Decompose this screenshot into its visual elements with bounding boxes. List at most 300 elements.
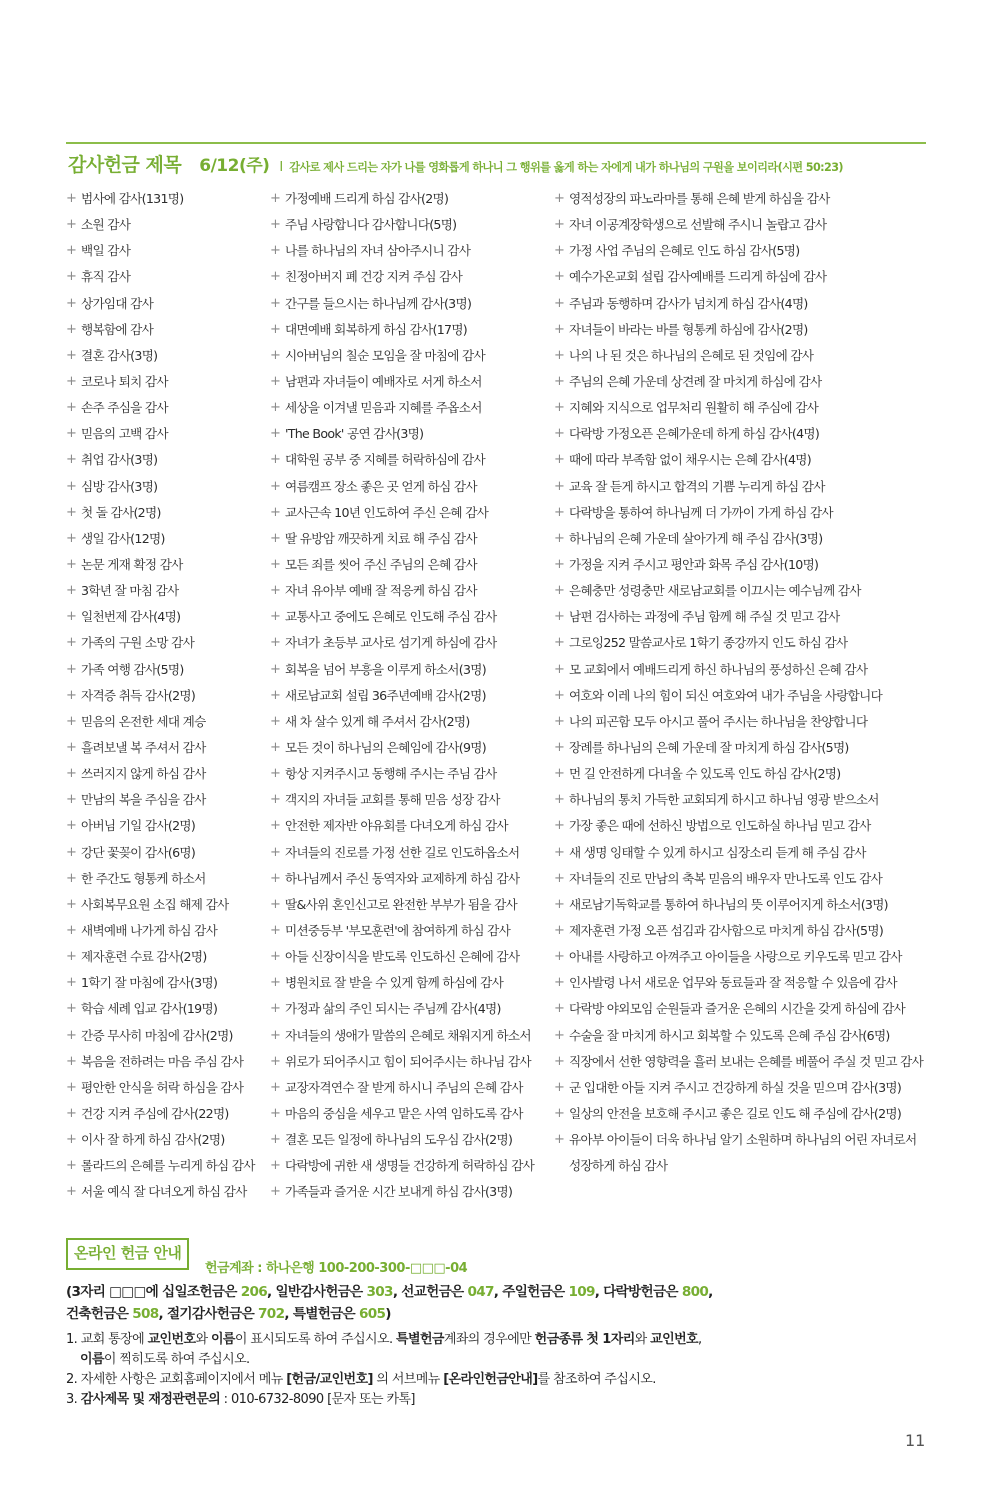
thanks-item <box>554 972 934 998</box>
plus-icon: + <box>66 792 77 808</box>
thanks-item <box>554 842 934 868</box>
thanks-item-text: 인사발령 나서 새로운 업무와 동료들과 잘 적응할 수 있음에 감사 <box>569 975 897 991</box>
text-segment: , 일반감사헌금은 <box>266 1284 367 1300</box>
thanks-item-text: 아내를 사랑하고 아껴주고 아이들을 사랑으로 키우도록 믿고 감사 <box>569 949 902 965</box>
plus-icon: + <box>66 1132 77 1148</box>
thanks-item-text: 행복함에 감사 <box>81 321 154 337</box>
thanks-item <box>270 737 550 763</box>
thanks-item-text: 시아버님의 칠순 모임을 잘 마침에 감사 <box>285 347 485 363</box>
thanks-item <box>66 659 266 685</box>
plus-icon: + <box>66 896 77 912</box>
thanks-item <box>554 815 934 841</box>
thanks-item <box>270 502 550 528</box>
thanks-item <box>66 319 266 345</box>
thanks-item <box>270 998 550 1024</box>
thanks-item-text: 아들 신장이식을 받도록 인도하신 은혜에 감사 <box>285 949 520 965</box>
plus-icon: + <box>554 426 565 442</box>
thanks-item <box>66 842 266 868</box>
plus-icon: + <box>66 687 77 703</box>
thanks-item-text: 다락방 가정오픈 은혜가운데 하게 하심 감사(4명) <box>569 426 820 442</box>
thanks-item <box>270 528 550 554</box>
emphasis-text: [헌금/교인번호] <box>286 1372 373 1387</box>
offering-codes <box>66 1281 946 1325</box>
thanks-item <box>270 946 550 972</box>
plus-icon: + <box>270 295 281 311</box>
section-date: 6/12(주) <box>199 156 270 176</box>
thanks-item-text: 하나님께서 주신 동역자와 교제하게 하심 감사 <box>285 870 520 886</box>
thanks-item <box>270 659 550 685</box>
thanks-item-text: 간증 무사히 마침에 감사(2명) <box>81 1027 233 1043</box>
plus-icon: + <box>66 818 77 834</box>
plus-icon: + <box>270 1132 281 1148</box>
thanks-item-text: 딸 유방암 깨끗하게 치료 해 주심 감사 <box>285 530 477 546</box>
thanks-item <box>270 293 550 319</box>
thanks-item-text: 새로남기독학교를 통하여 하나님의 뜻 이루어지게 하소서(3명) <box>569 896 888 912</box>
thanks-item <box>270 815 550 841</box>
thanks-item-text: 자녀들의 진로 만남의 축복 믿음의 배우자 만나도록 인도 감사 <box>569 870 883 886</box>
thanks-item-text: 소원 감사 <box>81 217 131 233</box>
thanks-item <box>66 293 266 319</box>
thanks-item <box>270 580 550 606</box>
thanks-item-text: 먼 길 안전하게 다녀올 수 있도록 인도 하심 감사(2명) <box>569 766 841 782</box>
thanks-item-continued: 성장하게 하심 감사 <box>569 1158 668 1174</box>
plus-icon: + <box>270 269 281 285</box>
thanks-item <box>554 371 934 397</box>
text-segment: 와 <box>195 1332 211 1347</box>
plus-icon: + <box>270 739 281 755</box>
thanks-item <box>66 920 266 946</box>
plus-icon: + <box>554 478 565 494</box>
text-segment: , <box>698 1332 702 1347</box>
plus-icon: + <box>66 269 77 285</box>
thanks-item-text: 세상을 이겨낼 믿음과 지혜를 주옵소서 <box>285 400 482 416</box>
text-segment: 와 <box>634 1332 651 1347</box>
thanks-item <box>66 528 266 554</box>
thanks-item-text: 교사근속 10년 인도하여 주신 은혜 감사 <box>285 504 489 520</box>
text-segment: , <box>708 1284 713 1300</box>
plus-icon: + <box>554 661 565 677</box>
plus-icon: + <box>270 1184 281 1200</box>
plus-icon: + <box>270 896 281 912</box>
thanks-item-text: 첫 돌 감사(2명) <box>81 504 161 520</box>
plus-icon: + <box>554 922 565 938</box>
thanks-item <box>66 554 266 580</box>
thanks-item-text: 위로가 되어주시고 힘이 되어주시는 하나님 감사 <box>285 1053 531 1069</box>
plus-icon: + <box>66 321 77 337</box>
plus-icon: + <box>554 504 565 520</box>
thanks-item-text: 일상의 안전을 보호해 주시고 좋은 길로 인도 해 주심에 감사(2명) <box>569 1105 902 1121</box>
thanks-item-text: 이사 잘 하게 하심 감사(2명) <box>81 1132 225 1148</box>
plus-icon: + <box>270 400 281 416</box>
text-segment: 를 참조하여 주십시오. <box>537 1372 656 1387</box>
thanks-item <box>554 659 934 685</box>
page-number: 11 <box>905 1431 926 1450</box>
thanks-item <box>554 737 934 763</box>
thanks-item <box>270 188 550 214</box>
plus-icon: + <box>66 922 77 938</box>
thanks-item-text: 제자훈련 수료 감사(2명) <box>81 949 207 965</box>
plus-icon: + <box>66 635 77 651</box>
thanks-item <box>554 946 934 972</box>
thanks-item <box>554 423 934 449</box>
thanks-item <box>66 711 266 737</box>
thanks-item-text: 여호와 이레 나의 힘이 되신 여호와여 내가 주님을 사랑합니다 <box>569 687 883 703</box>
thanks-item <box>270 868 550 894</box>
plus-icon: + <box>554 1105 565 1121</box>
plus-icon: + <box>554 896 565 912</box>
thanks-item-text: 코로나 퇴치 감사 <box>81 373 168 389</box>
plus-icon: + <box>270 504 281 520</box>
plus-icon: + <box>554 870 565 886</box>
plus-icon: + <box>66 1079 77 1095</box>
thanks-item-text: 가족의 구원 소망 감사 <box>81 635 195 651</box>
emphasis-text: 교인번호 <box>147 1332 196 1347</box>
thanks-item <box>270 423 550 449</box>
plus-icon: + <box>270 583 281 599</box>
thanks-item <box>270 1181 550 1207</box>
offering-codes-line-1 <box>66 1281 946 1303</box>
thanks-item-text: 교통사고 중에도 은혜로 인도해 주심 감사 <box>285 609 497 625</box>
thanks-item <box>270 214 550 240</box>
thanks-item <box>66 214 266 240</box>
thanks-item-text: 군 입대한 아들 지켜 주시고 건강하게 하실 것을 믿으며 감사(3명) <box>569 1079 902 1095</box>
emphasis-text: 특별헌금 <box>396 1332 444 1347</box>
thanks-item <box>66 502 266 528</box>
thanks-item <box>270 789 550 815</box>
thanks-item-text: 나의 피곤함 모두 아시고 풀어 주시는 하나님을 찬양합니다 <box>569 713 868 729</box>
thanks-item-text: 회복을 넘어 부흥을 이루게 하소서(3명) <box>285 661 486 677</box>
plus-icon: + <box>270 661 281 677</box>
thanks-item <box>554 998 934 1024</box>
thanks-item-text: 새벽예배 나가게 하심 감사 <box>81 922 218 938</box>
thanks-item <box>554 1025 934 1051</box>
plus-icon: + <box>270 1001 281 1017</box>
thanks-item-text: 자녀가 초등부 교사로 섬기게 하심에 감사 <box>285 635 497 651</box>
thanks-item <box>66 423 266 449</box>
plus-icon: + <box>270 321 281 337</box>
emphasis-text: 교인번호 <box>650 1332 699 1347</box>
emphasis-text: 이름 <box>210 1332 235 1347</box>
thanks-item <box>270 842 550 868</box>
plus-icon: + <box>270 1053 281 1069</box>
plus-icon: + <box>66 373 77 389</box>
plus-icon: + <box>270 844 281 860</box>
text-segment: 건축헌금은 <box>66 1306 133 1322</box>
offering-code: 303 <box>366 1284 393 1300</box>
thanks-item-text: 마음의 중심을 세우고 맡은 사역 임하도록 감사 <box>285 1105 523 1121</box>
thanks-item <box>270 1155 550 1181</box>
plus-icon: + <box>66 243 77 259</box>
plus-icon: + <box>270 975 281 991</box>
thanks-column-3 <box>554 188 934 1181</box>
thanks-item-text: 다락방 야외모임 순원들과 즐거운 은혜의 시간을 갖게 하심에 감사 <box>569 1001 905 1017</box>
plus-icon: + <box>554 243 565 259</box>
section-title: 감사헌금 제목 <box>68 154 182 176</box>
plus-icon: + <box>270 478 281 494</box>
thanks-item <box>66 371 266 397</box>
thanks-item-text: 손주 주심을 감사 <box>81 400 168 416</box>
offering-code: 800 <box>681 1284 709 1300</box>
thanks-item <box>66 397 266 423</box>
thanks-item <box>554 502 934 528</box>
thanks-item-text: 교장자격연수 잘 받게 하시니 주님의 은혜 감사 <box>285 1079 523 1095</box>
thanks-item-text: 항상 지켜주시고 동행해 주시는 주님 감사 <box>285 766 497 782</box>
plus-icon: + <box>66 766 77 782</box>
thanks-item <box>270 763 550 789</box>
offering-account: 헌금계좌 : 하나은행 100-200-300-□□□-04 <box>205 1261 468 1276</box>
thanks-item <box>66 1155 266 1181</box>
thanks-item-text: 가족들과 즐거운 시간 보내게 하심 감사(3명) <box>285 1184 513 1200</box>
thanks-item <box>66 632 266 658</box>
thanks-item <box>554 319 934 345</box>
thanks-item-text: 친정아버지 폐 건강 지켜 주심 감사 <box>285 269 463 285</box>
plus-icon: + <box>66 713 77 729</box>
thanks-item-text: 흘려보낼 복 주셔서 감사 <box>81 739 206 755</box>
thanks-item-text: 휴직 감사 <box>81 269 131 285</box>
thanks-item-text: 남편과 자녀들이 예배자로 서게 하소서 <box>285 373 482 389</box>
thanks-item <box>554 345 934 371</box>
text-segment: 의 서브메뉴 <box>372 1372 444 1387</box>
thanks-item-text: 제자훈련 가정 오픈 섬김과 감사함으로 마치게 하심 감사(5명) <box>569 922 884 938</box>
plus-icon: + <box>66 1158 77 1174</box>
thanks-item-text: 서울 예식 잘 다녀오게 하심 감사 <box>81 1184 247 1200</box>
plus-icon: + <box>554 373 565 389</box>
thanks-item <box>66 763 266 789</box>
plus-icon: + <box>66 609 77 625</box>
note-1 <box>66 1330 946 1350</box>
thanks-item-text: 복음을 전하려는 마음 주심 감사 <box>81 1053 244 1069</box>
thanks-item-text: 하나님의 통치 가득한 교회되게 하시고 하나님 영광 받으소서 <box>569 792 879 808</box>
thanks-item <box>66 1103 266 1129</box>
plus-icon: + <box>270 818 281 834</box>
thanks-item-text: 새 차 살수 있게 해 주셔서 감사(2명) <box>285 713 470 729</box>
plus-icon: + <box>66 583 77 599</box>
thanks-item-text: 하나님의 은혜 가운데 살아가게 해 주심 감사(3명) <box>569 530 823 546</box>
thanks-item-text: 다락방을 통하여 하나님께 더 가까이 가게 하심 감사 <box>569 504 833 520</box>
thanks-item-text: 믿음의 고백 감사 <box>81 426 168 442</box>
plus-icon: + <box>554 583 565 599</box>
thanks-item <box>270 685 550 711</box>
thanks-item-text: 주님 사랑합니다 감사합니다(5명) <box>285 217 457 233</box>
thanks-item-text: 나를 하나님의 자녀 삼아주시니 감사 <box>285 243 471 259</box>
thanks-item-text: 가장 좋은 때에 선하신 방법으로 인도하실 하나님 믿고 감사 <box>569 818 871 834</box>
thanks-item <box>554 266 934 292</box>
plus-icon: + <box>554 269 565 285</box>
plus-icon: + <box>270 687 281 703</box>
thanks-item-text: 아버님 기일 감사(2명) <box>81 818 196 834</box>
plus-icon: + <box>554 818 565 834</box>
thanks-column-1 <box>66 188 266 1207</box>
thanks-item-text: 강단 꽃꽂이 감사(6명) <box>81 844 196 860</box>
thanks-item <box>554 632 934 658</box>
online-offering-label: 온라인 헌금 안내 <box>66 1238 189 1270</box>
plus-icon: + <box>554 1053 565 1069</box>
plus-icon: + <box>554 1001 565 1017</box>
plus-icon: + <box>66 504 77 520</box>
thanks-item-text: 3학년 잘 마침 감사 <box>81 583 179 599</box>
plus-icon: + <box>554 792 565 808</box>
thanks-item <box>554 606 934 632</box>
thanks-item <box>66 894 266 920</box>
plus-icon: + <box>554 1027 565 1043</box>
plus-icon: + <box>270 609 281 625</box>
thanks-item <box>554 214 934 240</box>
plus-icon: + <box>270 922 281 938</box>
thanks-item <box>66 1051 266 1077</box>
thanks-item-text: 객지의 자녀들 교회를 통해 믿음 성장 감사 <box>285 792 500 808</box>
thanks-item <box>66 476 266 502</box>
thanks-item <box>554 554 934 580</box>
offering-code: 206 <box>240 1284 267 1300</box>
plus-icon: + <box>270 191 281 206</box>
bible-verse: 감사로 제사 드리는 자가 나를 영화롭게 하나니 그 행위를 옳게 하는 자에게 내가 하나님의 구원을 보이리라(시편 50:23) <box>289 161 843 174</box>
thanks-item <box>270 1103 550 1129</box>
thanks-item-text: 생일 감사(12명) <box>81 530 165 546</box>
thanks-item-text: 가족 여행 감사(5명) <box>81 661 184 677</box>
thanks-item <box>554 476 934 502</box>
thanks-item <box>270 1129 550 1155</box>
thanks-item-text: 안전한 제자반 야유회를 다녀오게 하심 감사 <box>285 818 508 834</box>
thanks-item-text: 일천번제 감사(4명) <box>81 609 181 625</box>
thanks-item <box>270 606 550 632</box>
plus-icon: + <box>554 400 565 416</box>
plus-icon: + <box>270 452 281 468</box>
plus-icon: + <box>554 347 565 363</box>
text-segment: 이 표시되도록 하여 주십시오. <box>234 1332 397 1347</box>
thanks-item-text: 자녀들의 생애가 말씀의 은혜로 채워지게 하소서 <box>285 1027 531 1043</box>
offering-code: 508 <box>132 1306 159 1322</box>
thanks-item-text: 자녀 유아부 예배 잘 적응케 하심 감사 <box>285 583 477 599</box>
text-segment: 3. <box>66 1392 81 1407</box>
plus-icon: + <box>554 766 565 782</box>
thanks-item-text: 직장에서 선한 영향력을 흘러 보내는 은혜를 베풀어 주실 것 믿고 감사 <box>569 1053 924 1069</box>
offering-code: 702 <box>258 1306 285 1322</box>
thanks-item-text: 수술을 잘 마치게 하시고 회복할 수 있도록 은혜 주심 감사(6명) <box>569 1027 890 1043</box>
plus-icon: + <box>554 635 565 651</box>
thanks-item <box>554 449 934 475</box>
thanks-item <box>270 397 550 423</box>
thanks-item-text: 평안한 안식을 허락 하심을 감사 <box>81 1079 244 1095</box>
plus-icon: + <box>66 870 77 886</box>
text-segment: , 절기감사헌금은 <box>158 1306 259 1322</box>
thanks-item <box>270 449 550 475</box>
thanks-item <box>66 345 266 371</box>
thanks-item-text: 1학기 잘 마침에 감사(3명) <box>81 975 218 991</box>
thanks-item-text: 롤라드의 은혜를 누리게 하심 감사 <box>81 1158 255 1174</box>
thanks-item-text: 주님과 동행하며 감사가 넘치게 하심 감사(4명) <box>569 295 808 311</box>
text-segment: , 선교헌금은 <box>392 1284 468 1300</box>
thanks-item-text: 영적성장의 파노라마를 통해 은혜 받게 하심을 감사 <box>569 191 830 206</box>
thanks-item-text: 은혜충만 성령충만 새로남교회를 이끄시는 예수님께 감사 <box>569 583 861 599</box>
thanks-item-text: 새 생명 잉태할 수 있게 하시고 심장소리 듣게 해 주심 감사 <box>569 844 866 860</box>
plus-icon: + <box>554 191 565 206</box>
text-segment: ) <box>385 1306 391 1322</box>
text-segment: : 010-6732-8090 [문자 또는 카톡] <box>220 1392 415 1407</box>
thanks-item-text: 가정과 삶의 주인 되시는 주님께 감사(4명) <box>285 1001 501 1017</box>
plus-icon: + <box>270 1079 281 1095</box>
thanks-item <box>554 711 934 737</box>
thanks-item-text: 심방 감사(3명) <box>81 478 158 494</box>
thanks-item <box>270 920 550 946</box>
thanks-item <box>554 894 934 920</box>
thanks-item <box>66 1181 266 1207</box>
thanks-item <box>270 554 550 580</box>
thanks-item-text: 결혼 모든 일정에 하나님의 도우심 감사(2명) <box>285 1132 513 1148</box>
thanks-item-text: 주님의 은혜 가운데 상견례 잘 마치게 하심에 감사 <box>569 373 822 389</box>
text-segment: , 주일헌금은 <box>493 1284 569 1300</box>
thanks-column-2 <box>270 188 550 1207</box>
thanks-item <box>66 1129 266 1155</box>
thanks-item-text: 가정을 지켜 주시고 평안과 화목 주심 감사(10명) <box>569 556 819 572</box>
thanks-item-text: 건강 지켜 주심에 감사(22명) <box>81 1105 229 1121</box>
thanks-item-text: 대면예배 회복하게 하심 감사(17명) <box>285 321 468 337</box>
thanks-item-text: 때에 따라 부족함 없이 채우시는 은혜 감사(4명) <box>569 452 811 468</box>
thanks-item-text: 자녀 이공계장학생으로 선발해 주시니 놀랍고 감사 <box>569 217 827 233</box>
plus-icon: + <box>66 347 77 363</box>
plus-icon: + <box>270 949 281 965</box>
thanks-item <box>554 580 934 606</box>
plus-icon: + <box>554 949 565 965</box>
offering-code: 109 <box>568 1284 595 1300</box>
plus-icon: + <box>554 217 565 233</box>
thanks-item <box>66 998 266 1024</box>
thanks-item <box>66 737 266 763</box>
plus-icon: + <box>554 452 565 468</box>
thanks-item <box>554 240 934 266</box>
thanks-item-text: 만남의 복을 주심을 감사 <box>81 792 206 808</box>
plus-icon: + <box>270 1027 281 1043</box>
thanks-item <box>66 580 266 606</box>
plus-icon: + <box>554 1132 565 1148</box>
thanks-item <box>66 1077 266 1103</box>
thanks-item <box>554 188 934 214</box>
thanks-item-text: 상가임대 감사 <box>81 295 154 311</box>
plus-icon: + <box>554 975 565 991</box>
emphasis-text: 이름 <box>80 1352 104 1367</box>
plus-icon: + <box>66 739 77 755</box>
thanks-item-text: 여름캠프 장소 좋은 곳 얻게 하심 감사 <box>285 478 477 494</box>
thanks-item-text: 다락방에 귀한 새 생명들 건강하게 허락하심 감사 <box>285 1158 535 1174</box>
thanks-item <box>554 1051 934 1077</box>
thanks-item <box>270 1025 550 1051</box>
plus-icon: + <box>270 635 281 651</box>
plus-icon: + <box>66 295 77 311</box>
thanks-item <box>66 972 266 998</box>
thanks-item-text: 자녀들의 진로를 가정 선한 길로 인도하옵소서 <box>285 844 520 860</box>
plus-icon: + <box>270 870 281 886</box>
section-header <box>68 150 948 180</box>
thanks-item-text: 학습 세례 입교 감사(19명) <box>81 1001 218 1017</box>
thanks-item-text: 교육 잘 듣게 하시고 합격의 기쁨 누리게 하심 감사 <box>569 478 825 494</box>
thanks-item <box>270 1051 550 1077</box>
thanks-item <box>554 763 934 789</box>
thanks-item-text: 유아부 아이들이 더욱 하나님 알기 소원하며 하나님의 어린 자녀로서 <box>569 1132 917 1148</box>
offering-notes <box>66 1330 946 1410</box>
text-segment: , 특별헌금은 <box>284 1306 360 1322</box>
note-2 <box>66 1370 946 1390</box>
thanks-item-text: 'The Book' 공연 감사(3명) <box>285 426 424 442</box>
note-1-continued <box>66 1350 946 1370</box>
plus-icon: + <box>270 530 281 546</box>
plus-icon: + <box>270 217 281 233</box>
plus-icon: + <box>554 1079 565 1095</box>
emphasis-text: [온라인헌금안내] <box>443 1372 538 1387</box>
thanks-item-text: 새로남교회 설립 36주년예배 감사(2명) <box>285 687 486 703</box>
thanks-item <box>554 868 934 894</box>
thanks-item-text: 범사에 감사(131명) <box>81 191 184 206</box>
thanks-item <box>554 1077 934 1103</box>
plus-icon: + <box>66 478 77 494</box>
